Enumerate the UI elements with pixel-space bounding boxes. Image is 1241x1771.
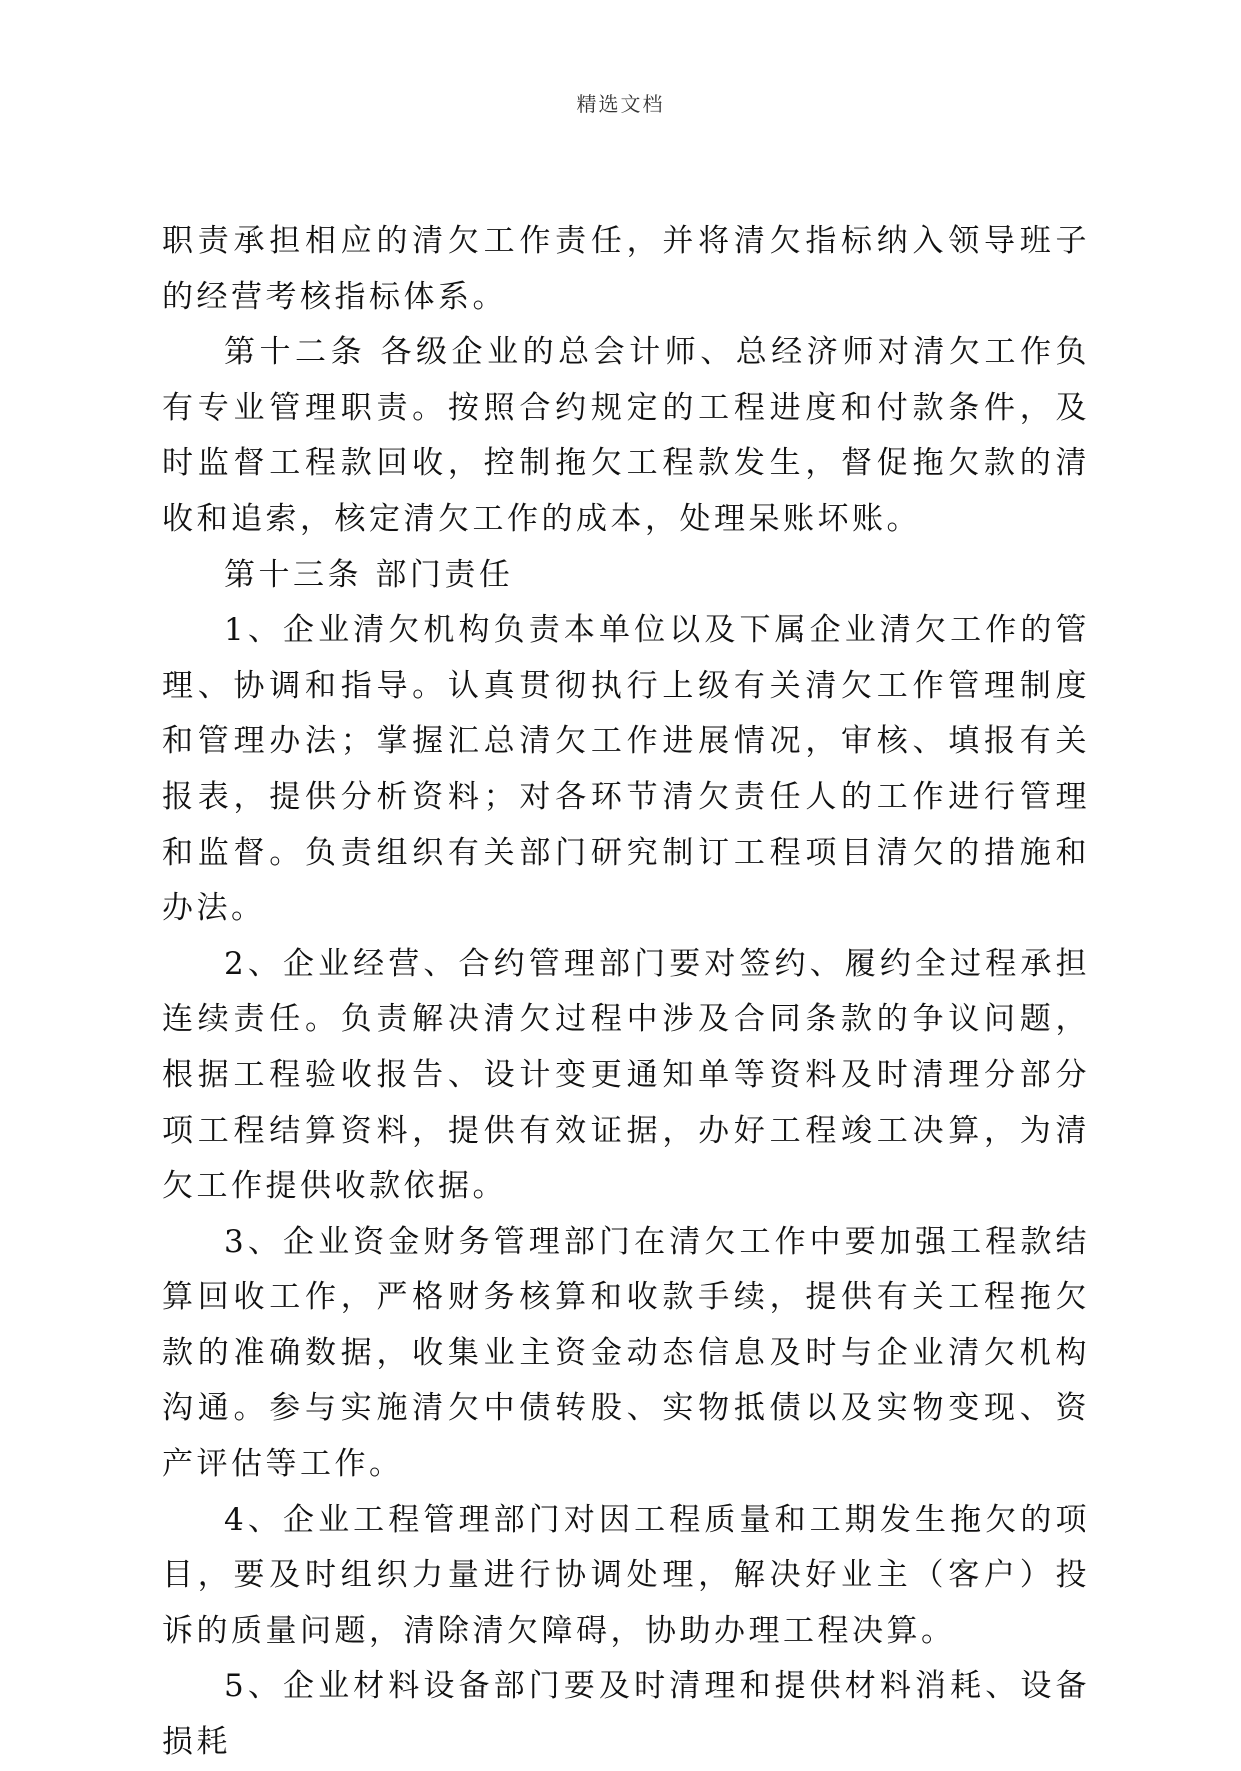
document-body [162, 214, 1090, 1771]
article-13-item-5: 5、企业材料设备部门要及时清理和提供材料消耗、设备损耗 [162, 1668, 1090, 1761]
article-12-paragraph: 第十二条 各级企业的总会计师、总经济师对清欠工作负有专业管理职责。按照合约规定的工程进度和付款条件，及时监督工程款回收，控制拖欠工程款发生，督促拖欠款的清收和追索，核定清欠工作的成本，处理呆账坏账。 [162, 334, 1090, 537]
article-13-item-4: 4、企业工程管理部门对因工程质量和工期发生拖欠的项目，要及时组织力量进行协调处理，解决好业主（客户）投诉的质量问题，清除清欠障碍，协助办理工程决算。 [162, 1501, 1090, 1649]
article-13-item-1: 1、企业清欠机构负责本单位以及下属企业清欠工作的管理、协调和指导。认真贯彻执行上级有关清欠工作管理制度和管理办法；掌握汇总清欠工作进展情况，审核、填报有关报表，提供分析资料；对各环节清欠责任人的工作进行管理和监督。负责组织有关部门研究制订工程项目清欠的措施和办法。 [162, 612, 1090, 927]
article-13-heading: 第十三条 部门责任 [224, 556, 514, 593]
article-13-item-3: 3、企业资金财务管理部门在清欠工作中要加强工程款结算回收工作，严格财务核算和收款手续，提供有关工程拖欠款的准确数据，收集业主资金动态信息及时与企业清欠机构沟通。参与实施清欠中债转股、实物抵债以及实物变现、资产评估等工作。 [162, 1223, 1090, 1483]
article-13-item-2: 2、企业经营、合约管理部门要对签约、履约全过程承担连续责任。负责解决清欠过程中涉及合同条款的争议问题，根据工程验收报告、设计变更通知单等资料及时清理分部分项工程结算资料，提供有效证据，办好工程竣工决算，为清欠工作提供收款依据。 [162, 945, 1090, 1205]
paragraph-continuation: 职责承担相应的清欠工作责任，并将清欠指标纳入领导班子的经营考核指标体系。 [162, 223, 1090, 315]
page-header: 精选文档 [576, 92, 665, 116]
